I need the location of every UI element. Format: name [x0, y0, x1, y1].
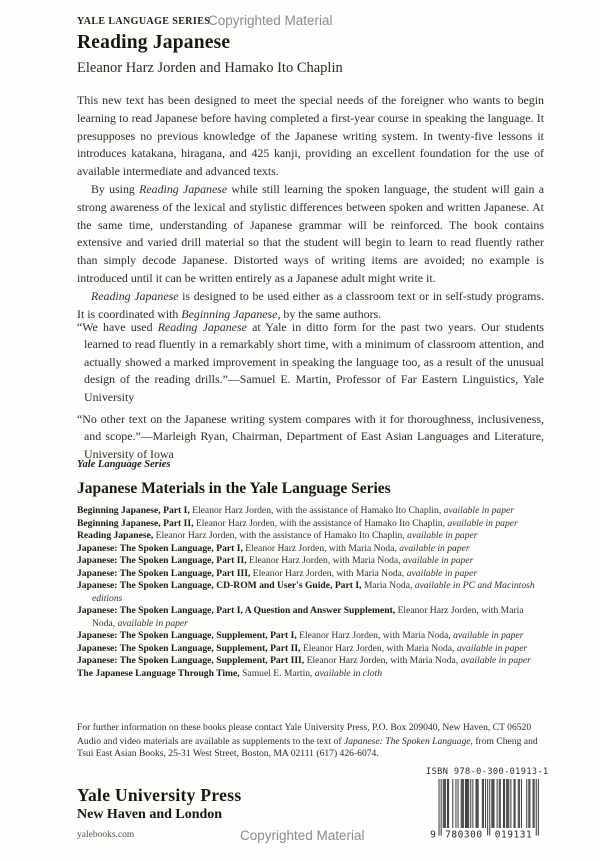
- publisher-name: Yale University Press: [77, 785, 242, 805]
- svg-text:780300: 780300: [445, 829, 483, 841]
- book-item-availability: available in paper: [447, 517, 518, 529]
- book-list-item: [77, 580, 547, 605]
- description-paragraph: This new text has been designed to meet the special needs of the foreigner who wants to begin learning to read Japanese before having completed a first-year course in speaking the language. It presupposes no previous knowledge of the Japanese writing system. In twenty-five lessons it introduces katakana, hiragana, and 425 kanji, providing an excellent foundation for the use of available intermediate and advanced texts.: [77, 93, 544, 179]
- book-title: Reading Japanese: [77, 32, 231, 53]
- book-item-availability: available in paper: [460, 655, 531, 666]
- book-item-authors: Eleanor Harz Jorden, with Maria Noda,: [296, 630, 454, 641]
- book-list-item: [77, 630, 547, 643]
- isbn-label: ISBN 978-0-300-01913-1: [426, 767, 549, 777]
- book-item-title: Reading Japanese,: [77, 530, 154, 541]
- book-list-item: [77, 568, 547, 581]
- book-list-item: [77, 543, 547, 556]
- publisher-location: New Haven and London: [77, 807, 223, 822]
- book-list-item: [77, 643, 547, 656]
- book-item-authors: Eleanor Harz Jorden, with Maria Noda,: [300, 642, 457, 654]
- book-list-item: [77, 668, 547, 681]
- book-item-availability: available in paper: [453, 630, 524, 641]
- book-item-authors: Eleanor Harz Jorden, with Maria Noda,: [246, 555, 403, 566]
- book-item-title: The Japanese Language Through Time,: [77, 667, 240, 679]
- ean13-barcode: [429, 779, 541, 841]
- svg-text:019131: 019131: [494, 829, 533, 841]
- copyright-watermark-bottom: Copyrighted Material: [240, 828, 365, 843]
- book-item-authors: Eleanor Harz Jorden, with Maria Noda,: [92, 605, 524, 629]
- book-item-title: Japanese: The Spoken Language, Supplement, Part III,: [77, 655, 305, 666]
- isbn-barcode-block: [426, 767, 549, 841]
- book-item-availability: available in PC and Macintosh editions: [92, 580, 535, 604]
- book-item-authors: Eleanor Harz Jorden, with the assistance of Hamako Ito Chaplin,: [153, 530, 408, 541]
- book-item-availability: available in paper: [117, 617, 188, 629]
- book-item-title: Beginning Japanese, Part I,: [77, 505, 190, 516]
- review-quote: “No other text on the Japanese writing system compares with it for thoroughness, inclusiveness, and scope.”—Marleigh Ryan, Chairman, Department of East Asian Languages and Literature, University of Iowa: [77, 412, 544, 461]
- book-item-authors: Eleanor Harz Jorden, with the assistance of Hamako Ito Chaplin,: [189, 505, 444, 516]
- book-item-title: Japanese: The Spoken Language, CD-ROM and User's Guide, Part I,: [77, 580, 362, 591]
- book-description: [77, 92, 544, 323]
- book-list-item: [77, 605, 547, 630]
- materials-section-heading: Japanese Materials in the Yale Language Series: [77, 480, 391, 497]
- book-item-title: Japanese: The Spoken Language, Part II,: [77, 555, 247, 566]
- book-item-availability: available in paper: [399, 542, 470, 554]
- book-item-authors: Eleanor Harz Jorden, with the assistance of Hamako Ito Chaplin,: [193, 517, 448, 529]
- series-note: Yale Language Series: [77, 459, 171, 470]
- book-item-authors: Eleanor Harz Jorden, with Maria Noda,: [304, 655, 461, 666]
- book-item-authors: Maria Noda,: [361, 580, 415, 591]
- book-item-title: Japanese: The Spoken Language, Part I,: [77, 542, 243, 554]
- series-label: YALE LANGUAGE SERIES: [77, 16, 211, 27]
- svg-text:9: 9: [430, 829, 437, 841]
- book-item-availability: available in paper: [403, 555, 474, 566]
- review-quote: “We have used Reading Japanese at Yale in ditto form for the past two years. Our students learned to read fluently in a remarkably short time, with a minimum of classroom attention, and actually showed a marked improvement in speaking the language too, as a result of the unusual design of the reading drills.”—Samuel E. Martin, Professor of Far Eastern Linguistics, Yale University: [77, 320, 544, 404]
- book-list-item: [77, 505, 547, 518]
- book-item-title: Japanese: The Spoken Language, Part I, A Question and Answer Supplement,: [77, 605, 396, 616]
- book-item-title: Beginning Japanese, Part II,: [77, 517, 194, 529]
- book-authors: Eleanor Harz Jorden and Hamako Ito Chaplin: [77, 60, 343, 76]
- contact-info-line: For further information on these books please contact Yale University Press, P.O. Box 209040, New Haven, CT 06520: [77, 722, 532, 733]
- review-quotes: [77, 319, 544, 463]
- copyright-watermark-top: Copyrighted Material: [208, 13, 333, 28]
- book-item-authors: Eleanor Harz Jorden, with Maria Noda,: [242, 542, 400, 554]
- book-list-item: [77, 655, 547, 668]
- book-list-item: [77, 555, 547, 568]
- book-item-authors: Eleanor Harz Jorden, with Maria Noda,: [250, 567, 407, 579]
- publisher-website: yalebooks.com: [77, 830, 135, 840]
- book-item-availability: available in cloth: [314, 667, 382, 679]
- book-item-availability: available in paper: [406, 567, 478, 579]
- series-book-list: [77, 505, 547, 680]
- book-item-availability: available in paper: [407, 530, 478, 541]
- description-paragraph: Reading Japanese is designed to be used either as a classroom text or in self-study programs. It is coordinated with Beginning Japanese, by the same authors.: [77, 288, 544, 321]
- book-item-availability: available in paper: [443, 505, 514, 516]
- book-item-title: Japanese: The Spoken Language, Supplement, Part I,: [77, 630, 297, 641]
- book-item-title: Japanese: The Spoken Language, Supplement, Part II,: [77, 642, 301, 654]
- book-item-authors: Samuel E. Martin,: [239, 667, 315, 679]
- description-paragraph: By using Reading Japanese while still learning the spoken language, the student will gain a strong awareness of the lexical and stylistic differences between spoken and written Japanese. At the same time, understanding of Japanese grammar will be reinforced. The book contains extensive and varied drill material so that the student will begin to learn to read fluently rather than simply decode Japanese. Distorted ways of writing items are avoided; no example is introduced until it can be written entirely as a Japanese adult might write it.: [77, 181, 544, 285]
- book-list-item: [77, 518, 547, 531]
- book-item-availability: available in paper: [456, 642, 528, 654]
- av-materials-line: Audio and video materials are available as supplements to the text of Japanese: The Spoken Language, from Cheng and Tsui East Asian Books, 25-31 West Street, Boston, MA 02111 (617) 426-6074.: [77, 736, 538, 760]
- book-item-title: Japanese: The Spoken Language, Part III,: [77, 567, 251, 579]
- book-list-item: [77, 530, 547, 543]
